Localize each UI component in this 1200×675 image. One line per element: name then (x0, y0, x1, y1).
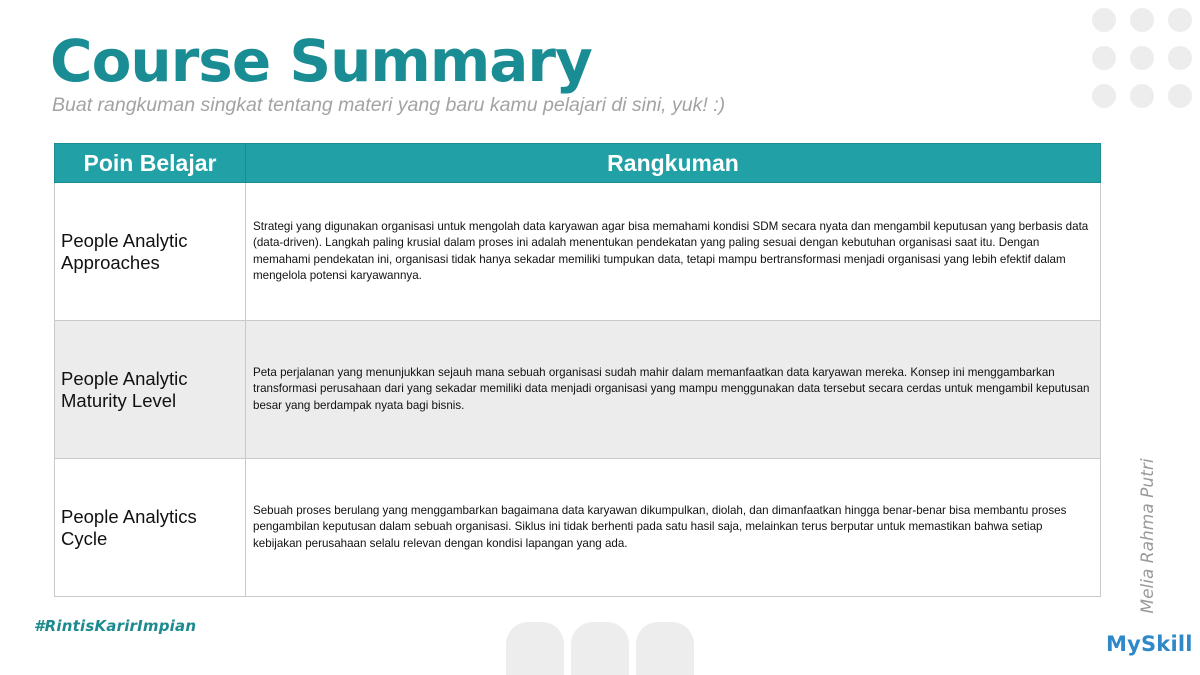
summary-table (54, 143, 1101, 597)
row-point: People Analytic Approaches (55, 183, 246, 321)
author-name: Melia Rahma Putri (1138, 458, 1158, 614)
page-title: Course Summary (50, 27, 592, 95)
decorative-dot (1130, 8, 1154, 32)
myskill-logo: MySkill (1106, 632, 1193, 656)
row-summary: Strategi yang digunakan organisasi untuk mengolah data karyawan agar bisa memahami kondisi SDM secara nyata dan mengambil keputusan yang berbasis data (data-driven). Langkah paling krusial dalam proses ini adalah menentukan pendekatan yang paling sesuai dengan kebutuhan organisasi saat itu. Dengan memahami pendekatan ini, organisasi tidak hanya sekadar memiliki tumpukan data, tetapi mampu bertransformasi menjadi organisasi yang lebih efektif dalam mengelola potensi karyawannya. (246, 183, 1101, 321)
hashtag-text: #RintisKarirImpian (34, 617, 197, 635)
row-summary: Sebuah proses berulang yang menggambarkan bagaimana data karyawan dikumpulkan, diolah, dan dimanfaatkan hingga benar-benar bisa membantu proses pengambilan keputusan dalam sebuah organisasi. Siklus ini tidak berhenti pada satu hasil saja, melainkan terus berputar untuk memastikan bahwa setiap kebijakan perusahaan selalu relevan dengan kondisi lapangan yang ada. (246, 459, 1101, 597)
row-summary: Peta perjalanan yang menunjukkan sejauh mana sebuah organisasi sudah mahir dalam memanfaatkan data karyawan mereka. Konsep ini menggambarkan transformasi perusahaan dari yang sekadar memiliki data menjadi organisasi yang mampu menggunakan data tersebut secara cerdas untuk mengambil keputusan besar yang berdampak nyata bagi bisnis. (246, 321, 1101, 459)
table-row (55, 321, 1101, 459)
table-row (55, 183, 1101, 321)
decorative-dot-grid (1092, 8, 1200, 112)
decorative-dot (1092, 8, 1116, 32)
decorative-dot (1168, 46, 1192, 70)
page-subtitle: Buat rangkuman singkat tentang materi yang baru kamu pelajari di sini, yuk! :) (52, 94, 726, 116)
decorative-shape (571, 622, 629, 675)
decorative-dot (1168, 84, 1192, 108)
table-row (55, 459, 1101, 597)
table-header-row (55, 144, 1101, 183)
decorative-dot (1130, 84, 1154, 108)
header-rangkuman: Rangkuman (246, 144, 1101, 183)
row-point: People Analytics Cycle (55, 459, 246, 597)
decorative-dot (1168, 8, 1192, 32)
decorative-dot (1092, 46, 1116, 70)
decorative-shape (636, 622, 694, 675)
decorative-shape (506, 622, 564, 675)
decorative-dot (1092, 84, 1116, 108)
row-point: People Analytic Maturity Level (55, 321, 246, 459)
header-poin-belajar: Poin Belajar (55, 144, 246, 183)
decorative-dot (1130, 46, 1154, 70)
